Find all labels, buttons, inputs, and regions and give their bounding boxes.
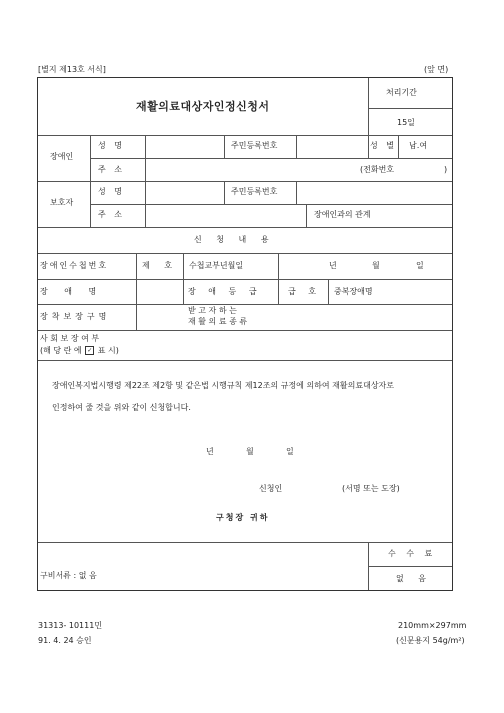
divider <box>136 253 137 330</box>
signature-label: (서명 또는 도장) <box>342 484 400 493</box>
social-security-label-2 <box>40 346 119 355</box>
divider <box>328 279 329 304</box>
section-title: 신 청 내 용 <box>194 235 275 244</box>
medical-type-label-2: 재 활 의 료 종 류 <box>188 317 248 326</box>
applicant-name-label: 성 명 <box>98 141 125 150</box>
guardian-name-label: 성 명 <box>98 187 125 196</box>
divider <box>38 304 452 305</box>
fee-value: 없 음 <box>396 574 432 583</box>
handbook-no-label: 장애인수첩번호 <box>40 261 109 270</box>
divider <box>296 181 297 204</box>
processing-value: 15일 <box>397 118 415 127</box>
form-number: [별지 제13호 서식] <box>38 65 106 74</box>
guardian-address-label: 주 소 <box>98 210 125 219</box>
divider <box>296 135 297 158</box>
divider <box>183 253 184 304</box>
declaration-day: 일 <box>286 447 294 456</box>
paper-size: 210mm×297mm <box>398 621 467 630</box>
recipient: 구청장 귀하 <box>216 513 270 522</box>
guardian-relation-label: 장애인과의 관계 <box>314 210 371 219</box>
form-title: 재활의료대상자인정신청서 <box>136 100 270 113</box>
social-security-label-2a: (해 당 란 에 <box>40 346 82 355</box>
divider <box>224 181 225 204</box>
applicant-phone-label: (전화번호 <box>360 165 395 174</box>
divider <box>38 360 452 361</box>
divider <box>306 204 307 227</box>
divider <box>368 566 452 567</box>
disability-grade-suffix: 급 호 <box>288 287 321 296</box>
divider <box>224 135 225 158</box>
divider <box>368 108 452 109</box>
social-security-label-1: 사 회 보 장 여 부 <box>40 334 100 343</box>
declaration-line-1: 장애인복지법시행령 제22조 제2항 및 같은법 시행규칙 제12조의 규정에 의하여 재활의료대상자로 <box>52 381 394 390</box>
disability-grade-label: 장 애 등 급 <box>188 287 262 296</box>
divider <box>368 78 369 135</box>
issue-day: 일 <box>416 261 424 270</box>
handbook-no-suffix: 제 호 <box>142 261 178 270</box>
multiple-disability-label: 중복장애명 <box>334 287 373 296</box>
divider <box>368 135 369 158</box>
issue-month: 월 <box>372 261 380 270</box>
approval-date: 91. 4. 24 승인 <box>38 636 92 645</box>
disability-name-label: 장 애 명 <box>40 287 104 296</box>
divider <box>38 227 452 228</box>
applicant-group-label: 장애인 <box>50 152 74 161</box>
applicant-sex-label: 성 별 <box>370 141 397 150</box>
divider <box>38 181 452 182</box>
applicant-sex-value: 남․여 <box>409 141 428 150</box>
guardian-resident-no-label: 주민등록번호 <box>231 187 278 196</box>
processing-label: 처리기간 <box>386 88 417 97</box>
declaration-line-2: 인정하여 줄 것을 위와 같이 신청합니다. <box>52 403 191 412</box>
applicant-address-label: 주 소 <box>98 165 125 174</box>
check-mark-icon: ✓ <box>87 347 93 354</box>
divider <box>90 135 91 227</box>
applicant-sign-label: 신청인 <box>259 484 283 493</box>
applicant-resident-no-label: 주민등록번호 <box>231 141 278 150</box>
guardian-group-label: 보호자 <box>50 198 74 207</box>
divider <box>38 542 452 543</box>
social-security-label-2b: 표 시) <box>97 346 119 355</box>
medical-type-label-1: 받 고 자 하 는 <box>188 306 237 315</box>
divider <box>398 135 399 158</box>
form-code: 31313- 10111민 <box>38 621 103 630</box>
documents-label: 구비서류 : 없 음 <box>40 571 97 580</box>
declaration-year: 년 <box>206 447 214 456</box>
application-form <box>37 77 453 591</box>
fee-label: 수 수 료 <box>388 549 437 558</box>
divider <box>145 135 146 227</box>
device-label: 장착보장구명 <box>40 312 111 321</box>
declaration-month: 월 <box>246 447 254 456</box>
divider <box>38 253 452 254</box>
page-side: (앞 면) <box>424 65 449 74</box>
divider <box>38 330 452 331</box>
divider <box>278 253 279 304</box>
paper-type: (신문용지 54g/m²) <box>396 636 465 645</box>
issue-year: 년 <box>329 261 337 270</box>
issue-date-label: 수첩교부년월일 <box>189 261 244 270</box>
divider <box>38 279 452 280</box>
divider <box>368 542 369 590</box>
divider <box>38 135 452 136</box>
applicant-phone-close: ) <box>444 165 448 174</box>
